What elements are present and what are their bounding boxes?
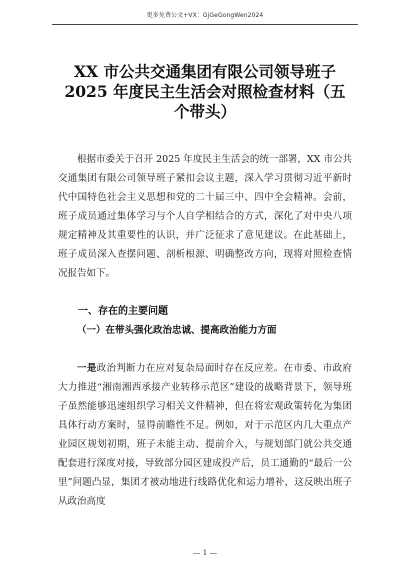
document-title: XX 市公共交通集团有限公司领导班子 2025 年度民主生活会对照检查材料（五个带头）	[64, 62, 346, 121]
intro-paragraph: 根据市委关于召开 2025 年度民主生活会的统一部署，XX 市公共交通集团有限公司领导班子紧扣会议主题，深入学习贯彻习近平新时代中国特色社会主义思想和党的二十届三中、四中全会精神。会前，班子成员通过集体学习与个人自学相结合的方式，深化了对中央八项规定精神及其重要性的认识，并广泛征求了意见建议。在此基础上，班子成员深入查摆问题、剖析根源、明确整改方向，现将对照检查情况报告如下。	[58, 154, 352, 279]
paragraph-lead-marker: 一是	[77, 363, 97, 374]
subsection-heading-political-loyalty: （一）在带头强化政治忠诚、提高政治能力方面	[77, 325, 277, 336]
section-heading-problems: 一、存在的主要问题	[78, 306, 168, 317]
page-number: — 1 —	[192, 548, 218, 557]
paragraph-first-problem	[58, 359, 352, 511]
paragraph-first-problem-text: 政治判断力在应对复杂局面时存在反应差。在市委、市政府大力推进“湘南湘西承接产业转移示范区”建设的战略背景下，领导班子虽然能够迅速组织学习相关文件精神，但在将宏观政策转化为集团具体行动方案时，显得前瞻性不足。例如，对于示范区内几大重点产业园区规划初期，班子未能主动、提前介入，与规划部门就公共交通配套进行深度对接，导致部分园区建成投产后，员工通勤的“最后一公里”问题凸显，集团才被动地进行线路优化和运力增补，这反映出班子从政治高度	[58, 363, 352, 507]
header-divider	[52, 24, 358, 25]
header-note: 更多免费公文+VX：GjGeGongWen2024	[146, 12, 264, 19]
